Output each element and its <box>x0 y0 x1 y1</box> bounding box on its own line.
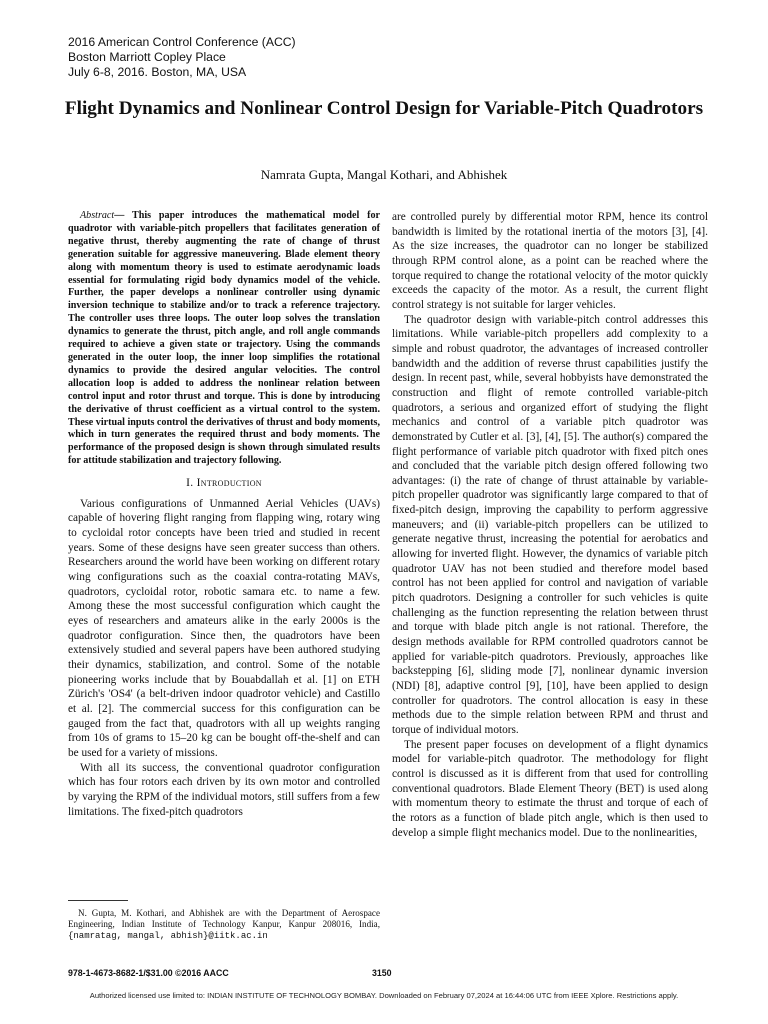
page-number: 3150 <box>372 968 392 978</box>
license-notice: Authorized licensed use limited to: INDIAN INSTITUTE OF TECHNOLOGY BOMBAY. Downloaded on February 07,2024 at 16:44:06 UTC from IEEE Xplore. Restrictions apply. <box>89 991 679 1000</box>
paper-title: Flight Dynamics and Nonlinear Control Design for Variable-Pitch Quadrotors <box>64 98 704 119</box>
isbn-copyright: 978-1-4673-8682-1/$31.00 ©2016 AACC <box>68 968 229 978</box>
section-number: I. <box>186 477 197 490</box>
footnote-divider <box>68 900 128 901</box>
conference-date: July 6-8, 2016. Boston, MA, USA <box>68 65 247 79</box>
intro-paragraph-1: Various configurations of Unmanned Aerial Vehicles (UAVs) capable of hovering flight ranging from flapping wing, rotary wing to cycloidal rotor concepts have been tried and studied in recent years. Some of these designs have seen greater success than others. Researchers around the world have been working on different rotary wing configurations such as the coaxial contra-rotating MAVs, quadrotors, cycloidal rotor, robotic samara etc. to name a few. Among these the most successful configuration which caught the eyes of researchers and amateurs alike in the early 2000s is the quadrotor configuration. Since then, the quadrotors have been extensively studied and several papers have been authored studying their dynamics, stabilization, and control. Some of the notable pioneering works include that by Bouabdallah et al. [1] on ETH Zürich's 'OS4' (a belt-driven indoor quadrotor vehicle) and Castillo et al. [2]. The commercial success for this configuration can be gauged from the fact that, quadrotors with all up weights ranging from 10s of grams to 15–20 kg can be bought off-the-shelf and can be used for a variety of missions. <box>68 497 380 759</box>
section-title: Introduction <box>196 477 262 490</box>
author-affiliation-footnote <box>68 908 380 943</box>
abstract-label: Abstract <box>80 210 115 221</box>
right-paragraph-3: The present paper focuses on development of a flight dynamics model for variable-pitch quadrotor. The methodology for flight control is discussed as it is different from that used for controlling conventional quadrotors. Blade Element Theory (BET) is used along with momentum theory to estimate the thrust and torque of each of the rotors as a function of blade pitch angle, which is then used to develop a simple flight mechanics model. Due to the nonlinearities, <box>392 738 708 839</box>
conference-name: 2016 American Control Conference (ACC) <box>68 35 296 49</box>
section-heading-introduction <box>68 476 380 491</box>
paper-authors: Namrata Gupta, Mangal Kothari, and Abhishek <box>260 167 508 182</box>
abstract-text: — This paper introduces the mathematical model for quadrotor with variable-pitch propellers that facilitates generation of negative thrust, thereby augmenting the rate of change of thrust generation suitable for aggressive maneuvering. Blade element theory along with momentum theory is used to estimate aerodynamic loads essential for formulating rigid body dynamics model of the vehicle. Further, the paper develops a nonlinear controller using dynamic inversion technique to stabilize and/or to track a reference trajectory. The controller uses three loops. The outer loop solves the translation dynamics to generate the thrust, pitch angle, and roll angle commands required to achieve a given state or trajectory. Using the commands generated in the outer loop, the inner loop simplifies the rotational dynamics to provide the desired angular velocities. The control allocation loop is added to address the nonlinear relation between control input and rotor thrust and torque. This is done by introducing the derivative of thrust coefficient as a virtual control to the system. These virtual inputs control the derivatives of thrust and body moments, which in turn generates the required thrust and body moments. The performance of the proposed design is shown through simulated results for attitude stabilization and trajectory following. <box>68 210 380 467</box>
intro-paragraph-2: With all its success, the conventional quadrotor configuration which has four rotors each driven by its own motor and controlled by varying the RPM of the individual motors, still suffers from a few limitations. The fixed-pitch quadrotors <box>68 761 380 818</box>
conference-header <box>68 35 296 80</box>
footnote-text: N. Gupta, M. Kothari, and Abhishek are with the Department of Aerospace Engineering, Indian Institute of Technology Kanpur, Kanpur 208016, India, <box>68 908 380 930</box>
abstract <box>68 210 380 468</box>
left-column <box>68 210 380 819</box>
conference-venue: Boston Marriott Copley Place <box>68 50 226 64</box>
right-paragraph-1: are controlled purely by differential motor RPM, hence its control bandwidth is limited by the rotational inertia of the motors [3], [4]. As the size increases, the quadrotor can no longer be stabilized through RPM control alone, as a point can be reached where the torque required to change the rotational velocity of the motor quickly exceeds the capacity of the motor. As a result, the current flight control strategy is not suitable for larger vehicles. <box>392 211 708 311</box>
right-paragraph-2: The quadrotor design with variable-pitch control addresses this limitations. While variable-pitch propellers add complexity to a simple and robust quadrotor, the advantages of increased controller bandwidth and the addition of reverse thrust capabilities justify the design. In recent past, while, several hobbyists have demonstrated the construction and flight of remote controlled variable-pitch quadrotors, a serious and organized effort of studying the flight mechanics and control of a variable pitch quadrotor was demonstrated by Cutler et al. [3], [4], [5]. The author(s) compared the flight performance of variable pitch quadrotor with fixed pitch ones and concluded that the variable pitch design offered following two advantages: (i) the rate of change of thrust attainable by variable-pitch propeller quadrotor was significantly large compared to that of fixed-pitch design, improving the capability to perform aggressive maneuvers; and (ii) variable-pitch propellers can be utilized to generate negative thrust, increasing the potential for aerobatics and allowing for inverted flight. However, the dynamics of variable pitch quadrotor UAV has not been studied and therefore model based control has not been applied for control and navigation of variable pitch quadrotors. Designing a controller for such vehicles is quite challenging as the function representing the relation between thrust and torque with blade pitch angle is not rational. Therefore, the design methods available for RPM controlled quadrotors cannot be applied for variable-pitch quadrotors. Previously, approaches like backstepping [6], sliding mode [7], nonlinear dynamic inversion (NDI) [8], adaptive control [9], [10], have been applied to design controller for quadrotors. The control allocation is easy in these methods due to the simple relation between RPM and thrust and torque of individual motors. <box>392 313 708 736</box>
right-column <box>392 210 708 840</box>
footnote-emails: {namratag, mangal, abhish}@iitk.ac.in <box>68 931 268 942</box>
